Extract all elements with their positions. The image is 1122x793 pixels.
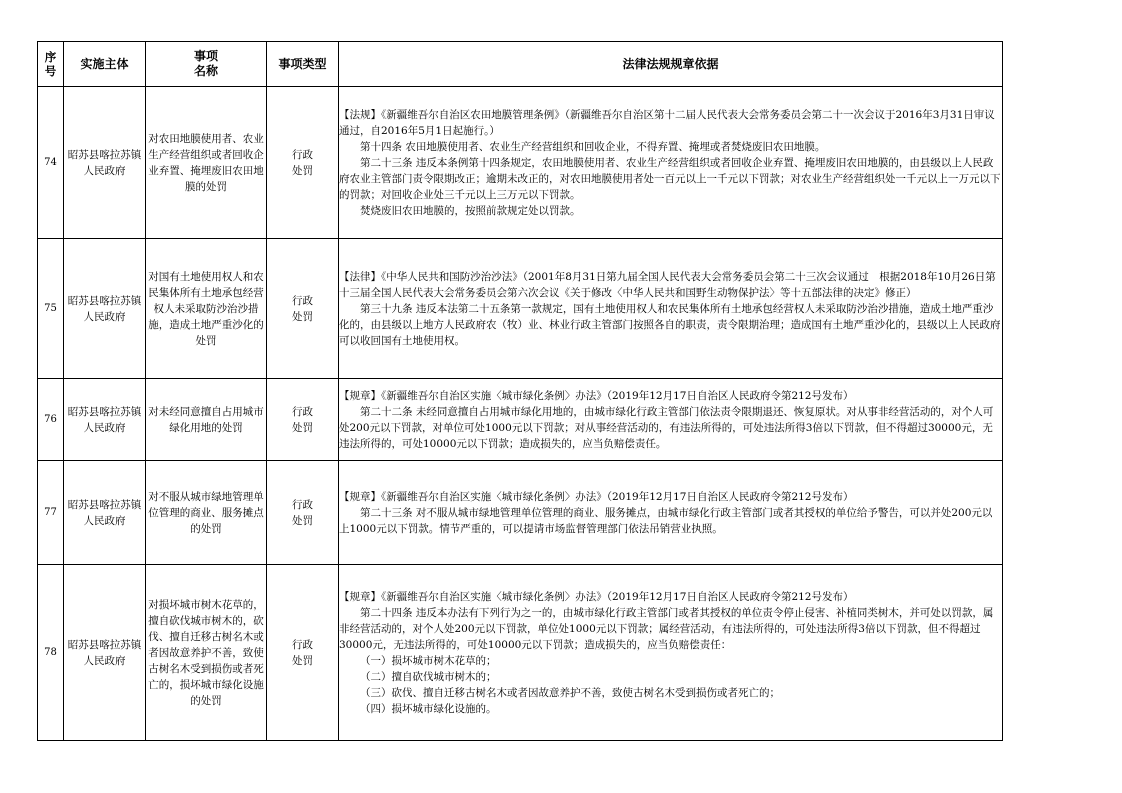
row-item-name: 对农田地膜使用者、农业生产经营组织或者回收企业弃置、掩埋废旧农田地膜的处罚 bbox=[146, 87, 267, 239]
basis-paragraph: 第二十二条 未经同意擅自占用城市绿化用地的，由城市绿化行政主管部门依法责令限期退还、恢复原状。对从事非经营活动的，对个人可处200元以下罚款，对单位可处1000元以下罚款；对从事经营活动的，有违法所得的，可处违法所得3倍以下罚款，但不得超过30000元，无违法所得的，可处10000元以下罚款；造成损失的，应当负赔偿责任。 bbox=[339, 405, 994, 450]
table-row bbox=[38, 87, 1003, 239]
row-agency: 昭苏县喀拉苏镇人民政府 bbox=[64, 87, 146, 239]
basis-paragraph: 【规章】《新疆维吾尔自治区实施〈城市绿化条例〉办法》（2019年12月17日自治区人民政府令第212号发布） bbox=[339, 590, 854, 603]
row-basis bbox=[339, 565, 1003, 741]
header-agency: 实施主体 bbox=[64, 42, 146, 87]
row-seq: 76 bbox=[38, 379, 64, 461]
basis-paragraph: 【规章】《新疆维吾尔自治区实施〈城市绿化条例〉办法》（2019年12月17日自治区人民政府令第212号发布） bbox=[339, 490, 854, 503]
basis-paragraph: 第二十三条 对不服从城市绿地管理单位管理的商业、服务摊点，由城市绿化行政主管部门或者其授权的单位给予警告，可以并处200元以上1000元以下罚款。情节严重的，可以提请市场监督管理部门依法吊销营业执照。 bbox=[339, 506, 993, 535]
basis-paragraph: （四）损坏城市绿化设施的。 bbox=[360, 702, 497, 715]
row-item-name: 对国有土地使用权人和农民集体所有土地承包经营权人未采取防沙治沙措施，造成土地严重沙化的处罚 bbox=[146, 239, 267, 379]
basis-paragraph: （二）擅自砍伐城市树木的； bbox=[360, 670, 497, 683]
row-item-type: 行政处罚 bbox=[267, 87, 339, 239]
basis-paragraph: （一）损坏城市树木花草的； bbox=[360, 654, 497, 667]
basis-paragraph: 第二十四条 违反本办法有下列行为之一的，由城市绿化行政主管部门或者其授权的单位责令停止侵害、补植同类树木，并可处以罚款，属非经营活动的，对个人处200元以下罚款，单位处1000元以下罚款；属经营活动，有违法所得的，可处违法所得3倍以下罚款，但不得超过30000元，无违法所得的，可处10000元以下罚款；造成损失的，应当负赔偿责任： bbox=[339, 606, 994, 651]
row-seq: 75 bbox=[38, 239, 64, 379]
basis-paragraph: 第二十三条 违反本条例第十四条规定，农田地膜使用者、农业生产经营组织或者回收企业弃置、掩埋废旧农田地膜的，由县级以上人民政府农业主管部门责令限期改正；逾期未改正的，对农田地膜使用者处一百元以上一千元以下罚款；对农业生产经营组织处一千元以上一万元以下的罚款；对回收企业处三千元以上三万元以下罚款。 bbox=[339, 156, 1001, 201]
header-row bbox=[38, 42, 1003, 87]
table-row bbox=[38, 239, 1003, 379]
row-agency: 昭苏县喀拉苏镇人民政府 bbox=[64, 461, 146, 565]
row-item-type: 行政处罚 bbox=[267, 379, 339, 461]
regulation-table bbox=[37, 41, 1003, 741]
table-row bbox=[38, 379, 1003, 461]
basis-paragraph: 焚烧废旧农田地膜的，按照前款规定处以罚款。 bbox=[360, 204, 581, 217]
row-basis bbox=[339, 239, 1003, 379]
header-item-name-line1: 事项 bbox=[193, 49, 218, 63]
row-agency: 昭苏县喀拉苏镇人民政府 bbox=[64, 379, 146, 461]
header-item-name bbox=[146, 42, 267, 87]
basis-paragraph: 【规章】《新疆维吾尔自治区实施〈城市绿化条例〉办法》（2019年12月17日自治区人民政府令第212号发布） bbox=[339, 389, 854, 402]
row-item-type: 行政处罚 bbox=[267, 565, 339, 741]
table-row bbox=[38, 565, 1003, 741]
row-item-name: 对未经同意擅自占用城市绿化用地的处罚 bbox=[146, 379, 267, 461]
row-item-type: 行政处罚 bbox=[267, 461, 339, 565]
row-seq: 77 bbox=[38, 461, 64, 565]
basis-paragraph: （三）砍伐、擅自迁移古树名木或者因故意养护不善，致使古树名木受到损伤或者死亡的； bbox=[360, 686, 780, 699]
header-item-type: 事项类型 bbox=[267, 42, 339, 87]
header-item-name-line2: 名称 bbox=[193, 64, 218, 78]
basis-paragraph: 【法律】《中华人民共和国防沙治沙法》（2001年8月31日第九届全国人民代表大会常务委员会第二十三次会议通过 根据2018年10月26日第十三届全国人民代表大会常务委员会第六次会议《关于修改〈中华人民共和国野生动物保护法〉等十五部法律的决定》修正） bbox=[339, 270, 996, 299]
basis-paragraph: 【法规】《新疆维吾尔自治区农田地膜管理条例》（新疆维吾尔自治区第十二届人民代表大会常务委员会第二十一次会议于2016年3月31日审议通过，自2016年5月1日起施行。） bbox=[339, 108, 995, 137]
row-item-name: 对不服从城市绿地管理单位管理的商业、服务摊点的处罚 bbox=[146, 461, 267, 565]
row-agency: 昭苏县喀拉苏镇人民政府 bbox=[64, 565, 146, 741]
row-seq: 78 bbox=[38, 565, 64, 741]
row-seq: 74 bbox=[38, 87, 64, 239]
basis-paragraph: 第十四条 农田地膜使用者、农业生产经营组织和回收企业，不得弃置、掩埋或者焚烧废旧农田地膜。 bbox=[360, 140, 826, 153]
row-basis bbox=[339, 379, 1003, 461]
row-item-type: 行政处罚 bbox=[267, 239, 339, 379]
row-agency: 昭苏县喀拉苏镇人民政府 bbox=[64, 239, 146, 379]
row-basis bbox=[339, 461, 1003, 565]
row-item-name: 对损坏城市树木花草的，擅自砍伐城市树木的，砍伐、擅自迁移古树名木或者因故意养护不善，致使古树名木受到损伤或者死亡的，损坏城市绿化设施的处罚 bbox=[146, 565, 267, 741]
basis-paragraph: 第三十九条 违反本法第二十五条第一款规定，国有土地使用权人和农民集体所有土地承包经营权人未采取防沙治沙措施，造成土地严重沙化的，由县级以上地方人民政府农（牧）业、林业行政主管部门按照各自的职责，责令限期治理；造成国有土地严重沙化的，县级以上人民政府可以收回国有土地使用权。 bbox=[339, 302, 1001, 347]
header-basis: 法律法规规章依据 bbox=[339, 42, 1003, 87]
header-seq: 序号 bbox=[38, 42, 64, 87]
row-basis bbox=[339, 87, 1003, 239]
table-row bbox=[38, 461, 1003, 565]
